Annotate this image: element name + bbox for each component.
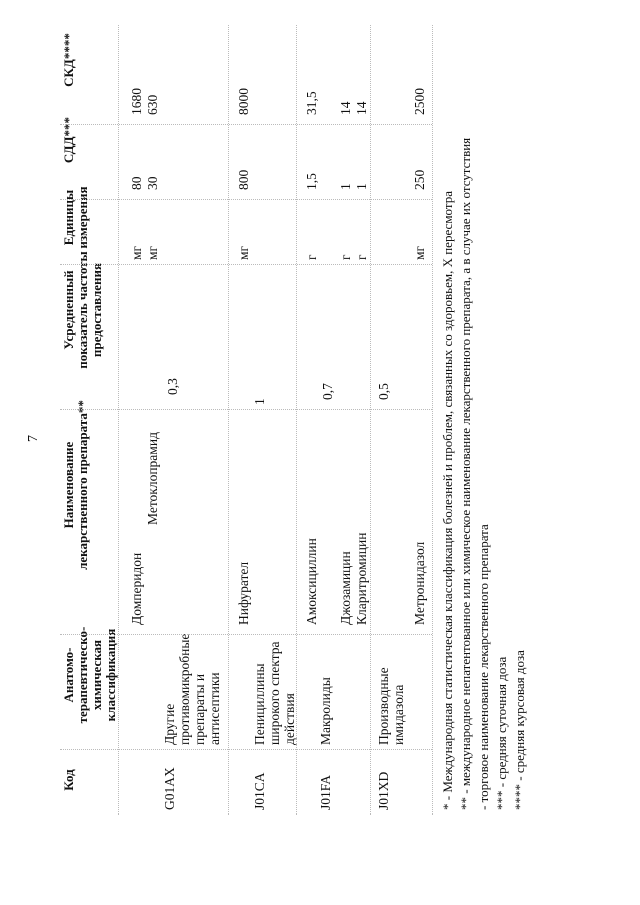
table-rule	[60, 634, 432, 635]
footnote: *** - средняя суточная доза	[494, 656, 509, 810]
row-drug: Нифурател	[236, 561, 251, 625]
row-drug: Метоклопрамид	[145, 432, 160, 525]
row-unit: г	[338, 254, 353, 260]
page-number: 7	[26, 435, 41, 442]
row-skd: 1680	[129, 88, 144, 115]
row-freq: 1	[252, 398, 267, 405]
table-rule	[60, 124, 432, 125]
row-drug: Метронидазол	[412, 541, 427, 625]
header-atc: Анатомо-терапевтическо-химическая классификация	[61, 626, 118, 724]
table-rule	[60, 264, 432, 265]
row-sdd: 30	[145, 176, 160, 190]
header-sdd: СДД***	[61, 116, 76, 164]
row-unit: г	[354, 254, 369, 260]
header-freq: Усредненный показатель частоты предоставления	[61, 251, 104, 369]
row-code: G01AX	[162, 767, 177, 810]
row-atc: Производные имидазола	[376, 667, 406, 745]
table-rule	[60, 749, 432, 750]
header-drug: Наименование лекарственного препарата**	[61, 400, 90, 570]
row-skd: 14	[354, 101, 369, 115]
row-sdd: 1,5	[304, 173, 319, 190]
row-unit: мг	[412, 245, 427, 260]
header-units: Единицы измерения	[61, 186, 90, 249]
row-skd: 8000	[236, 88, 251, 115]
row-skd: 31,5	[304, 91, 319, 115]
row-code: J01CA	[252, 772, 267, 810]
row-atc: Пенициллины широкого спектра действия	[252, 641, 297, 745]
footnote: - торговое наименование лекарственного препарата	[476, 524, 491, 810]
row-unit: мг	[129, 245, 144, 260]
row-freq: 0,7	[320, 383, 335, 400]
row-unit: мг	[145, 245, 160, 260]
table-rule	[432, 25, 433, 815]
table-rule	[60, 409, 432, 410]
row-sdd: 80	[129, 176, 144, 190]
header-code: Код	[61, 769, 76, 791]
row-sdd: 1	[354, 183, 369, 190]
row-drug: Домперидон	[129, 552, 144, 625]
row-sdd: 1	[338, 183, 353, 190]
row-freq: 0,5	[376, 383, 391, 400]
table-rule	[118, 25, 119, 815]
row-skd: 14	[338, 101, 353, 115]
row-code: J01XD	[376, 771, 391, 810]
footnote: **** - средняя курсовая доза	[512, 650, 527, 810]
table-rule	[228, 25, 229, 815]
row-atc: Макролиды	[318, 677, 333, 745]
table-rule	[296, 25, 297, 815]
row-sdd: 800	[236, 169, 251, 190]
row-atc: Другие противомикробные препараты и антисептики	[162, 633, 222, 745]
row-unit: г	[304, 254, 319, 260]
row-code: J01FA	[318, 774, 333, 810]
row-skd: 2500	[412, 88, 427, 115]
row-unit: мг	[236, 245, 251, 260]
table-rule	[370, 25, 371, 815]
row-drug: Кларитромицин	[354, 532, 369, 625]
footnote: ** - международное непатентованное или химическое наименование лекарственного препарата, а в случае их отсутствия	[458, 137, 473, 810]
row-drug: Амоксициллин	[304, 538, 319, 625]
table-rule	[60, 199, 432, 200]
header-skd: СКД****	[61, 33, 76, 87]
footnote: * - Международная статистическая классификация болезней и проблем, связанных со здоровьем, X пересмотра	[440, 191, 455, 810]
row-sdd: 250	[412, 169, 427, 190]
row-skd: 630	[145, 94, 160, 115]
row-drug: Джозамицин	[338, 551, 353, 625]
row-freq: 0,3	[165, 378, 180, 395]
